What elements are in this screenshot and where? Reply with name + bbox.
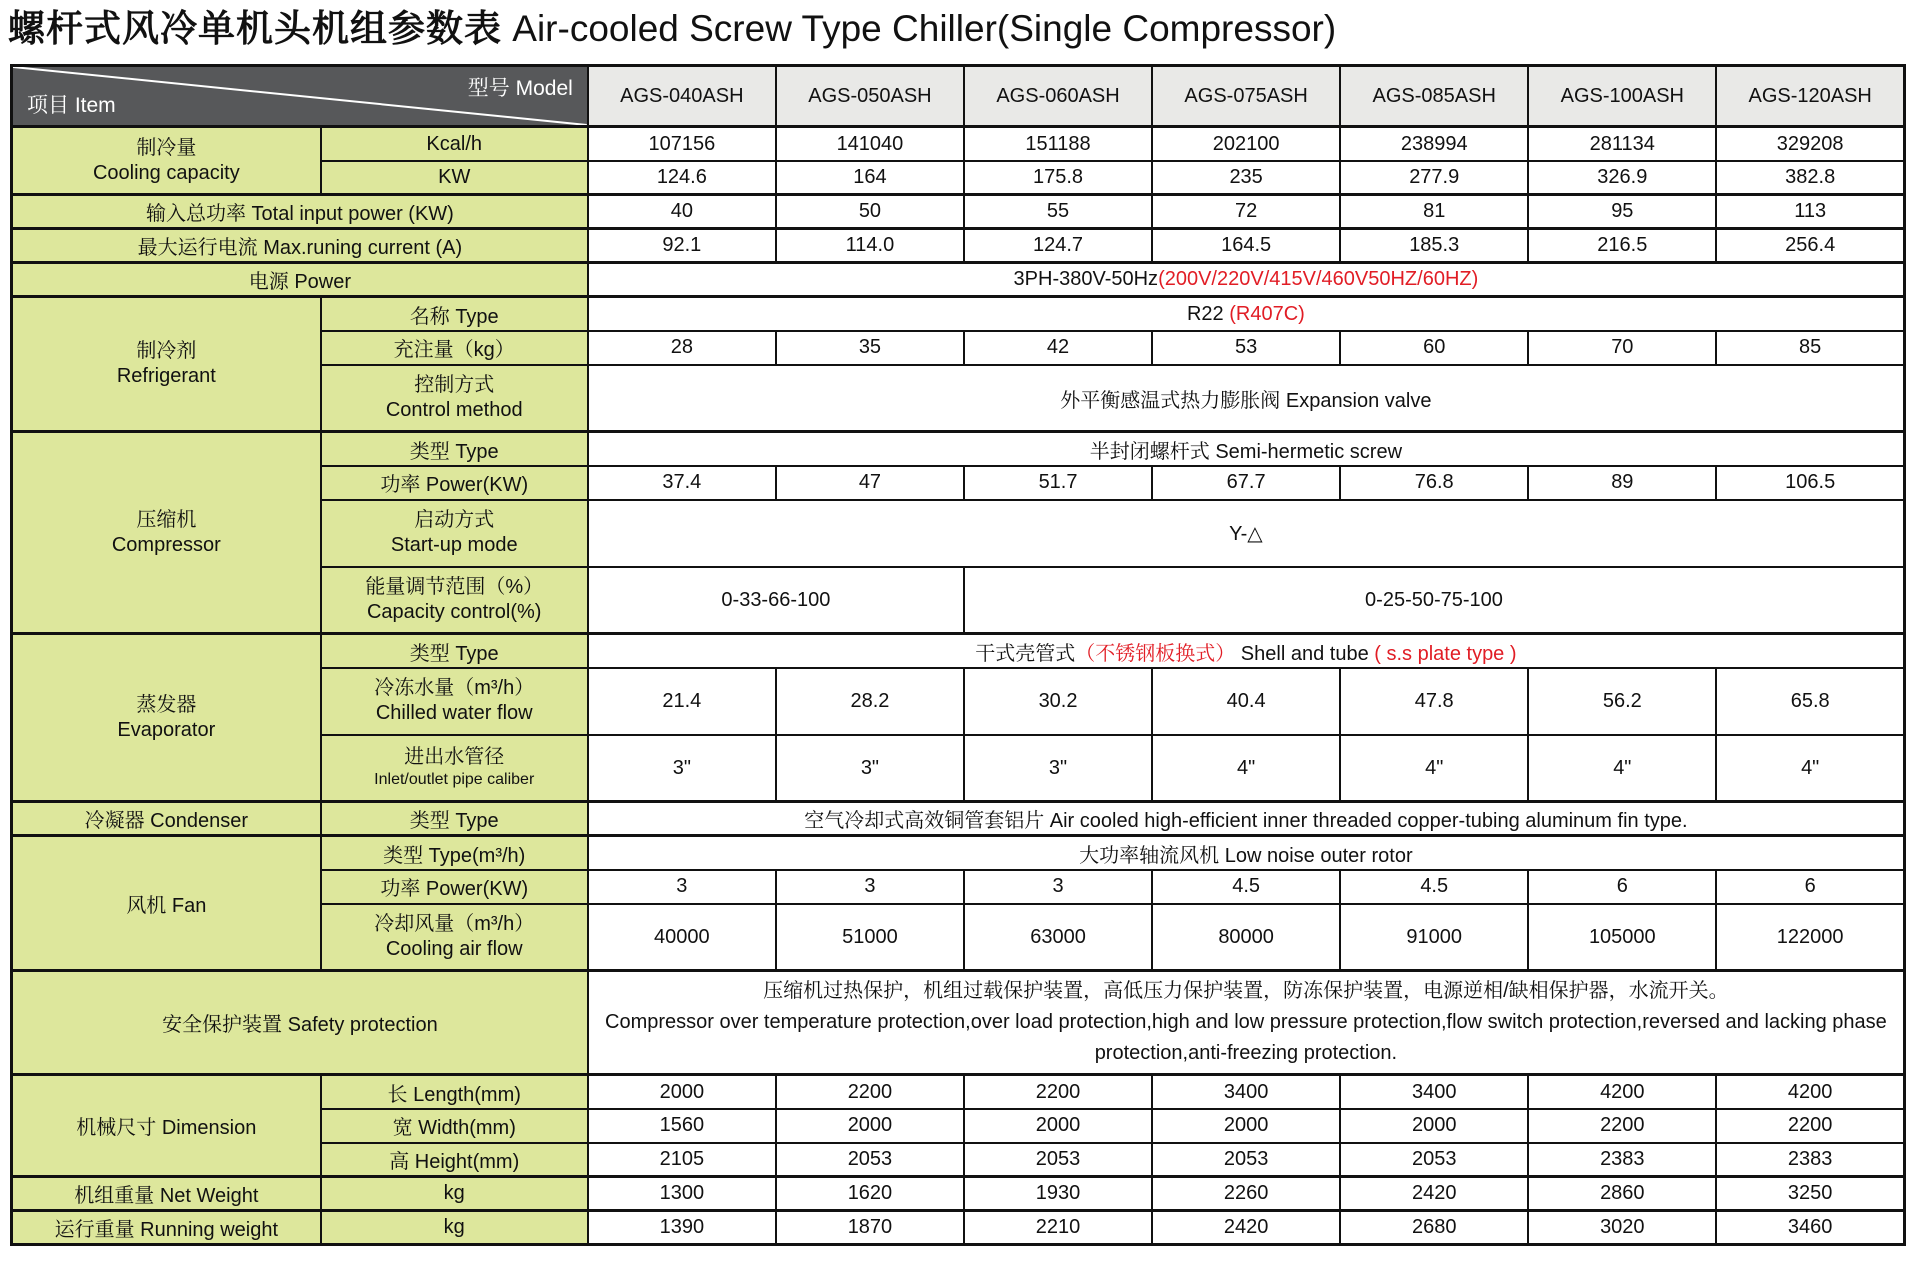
value-cell: 1560 (588, 1109, 776, 1143)
value-cell: 235 (1152, 161, 1340, 195)
value-cell: 51000 (776, 904, 964, 971)
value-cell: 2053 (1152, 1143, 1340, 1177)
value-cell: 326.9 (1528, 161, 1716, 195)
value-cell: 1300 (588, 1177, 776, 1211)
value-cell: 1870 (776, 1211, 964, 1245)
value-cell: 124.6 (588, 161, 776, 195)
value-cell: 4.5 (1152, 870, 1340, 904)
row-length (12, 1075, 1905, 1109)
row-label-cell (321, 735, 588, 802)
value-cell: 70 (1528, 331, 1716, 365)
startup-mode-value: Y-△ (588, 500, 1905, 567)
value-cell: 6 (1528, 870, 1716, 904)
value-cell: 30.2 (964, 668, 1152, 735)
value-cell: 175.8 (964, 161, 1152, 195)
value-cell: 2420 (1152, 1211, 1340, 1245)
value-cell: 4" (1340, 735, 1528, 802)
value-cell: 238994 (1340, 127, 1528, 161)
value-cell: 3 (588, 870, 776, 904)
safety-text-zh: 压缩机过热保护，机组过载保护装置，高低压力保护装置，防冻保护装置，电源逆相/缺相保护器，水流开关。 (763, 980, 1729, 1003)
value-cell: 4" (1528, 735, 1716, 802)
row-label-cell: 充注量（kg） (321, 331, 588, 365)
row-label-cell: 类型 Type (321, 432, 588, 466)
group-label-zh: 压缩机 (136, 508, 197, 531)
row-label-zh: 冷冻水量（m³/h） (374, 677, 535, 700)
value-cell: 72 (1152, 195, 1340, 229)
value-cell: 47 (776, 466, 964, 500)
value-cell: 329208 (1716, 127, 1904, 161)
value-cell: 4" (1152, 735, 1340, 802)
value-cell: 105000 (1528, 904, 1716, 971)
condenser-type-value: 空气冷却式高效铜管套铝片 Air cooled high-efficient inner threaded copper-tubing aluminum fin type. (588, 802, 1905, 836)
model-header-cell: AGS-060ASH (964, 66, 1152, 127)
value-cell: 55 (964, 195, 1152, 229)
group-label-compressor (12, 432, 321, 634)
value-cell: 1620 (776, 1177, 964, 1211)
group-label-refrigerant (12, 297, 321, 432)
value-cell: 6 (1716, 870, 1904, 904)
power-supply-black: 3PH-380V-50Hz (1013, 268, 1159, 291)
value-cell: 2210 (964, 1211, 1152, 1245)
model-header-cell: AGS-100ASH (1528, 66, 1716, 127)
evap-type-black1: 干式壳管式 (975, 642, 1076, 665)
value-cell: 281134 (1528, 127, 1716, 161)
row-cooling-kcal (12, 127, 1905, 161)
value-cell: 51.7 (964, 466, 1152, 500)
row-refrigerant-name (12, 297, 1905, 331)
value-cell: 2053 (776, 1143, 964, 1177)
row-label-cell (321, 365, 588, 432)
value-cell: 2000 (776, 1109, 964, 1143)
value-cell: 164 (776, 161, 964, 195)
group-label-en: Cooling capacity (92, 161, 240, 184)
row-label-en: Control method (385, 399, 523, 421)
model-header-cell: AGS-075ASH (1152, 66, 1340, 127)
value-cell: 35 (776, 331, 964, 365)
value-cell: 3460 (1716, 1211, 1904, 1245)
fan-type-value: 大功率轴流风机 Low noise outer rotor (588, 836, 1905, 870)
value-cell: 85 (1716, 331, 1904, 365)
capacity-control-small-value: 0-33-66-100 (588, 567, 964, 634)
row-label-cell: Kcal/h (321, 127, 588, 161)
value-cell: 4" (1716, 735, 1904, 802)
value-cell: 53 (1152, 331, 1340, 365)
value-cell: 42 (964, 331, 1152, 365)
value-cell: 164.5 (1152, 229, 1340, 263)
row-label-cell: 宽 Width(mm) (321, 1109, 588, 1143)
compressor-type-value: 半封闭螺杆式 Semi-hermetic screw (588, 432, 1905, 466)
value-cell: 382.8 (1716, 161, 1904, 195)
value-cell: 3020 (1528, 1211, 1716, 1245)
capacity-control-large-value: 0-25-50-75-100 (964, 567, 1905, 634)
refrigerant-red: (R407C) (1229, 302, 1305, 325)
unit-label-cell: kg (321, 1211, 588, 1245)
value-cell: 277.9 (1340, 161, 1528, 195)
value-cell: 3" (588, 735, 776, 802)
row-condenser (12, 802, 1905, 836)
row-label-cell (321, 904, 588, 971)
row-label-en: Start-up mode (390, 534, 518, 557)
row-label-zh: 进出水管径 (404, 746, 505, 769)
value-cell: 2000 (964, 1109, 1152, 1143)
value-cell: 216.5 (1528, 229, 1716, 263)
value-cell: 2000 (588, 1075, 776, 1109)
group-label-cooling (12, 127, 321, 195)
row-label-cell: 最大运行电流 Max.runing current (A) (12, 229, 588, 263)
row-net-weight (12, 1177, 1905, 1211)
row-label-cell: 类型 Type (321, 634, 588, 668)
value-cell: 95 (1528, 195, 1716, 229)
row-max-current (12, 229, 1905, 263)
page-title-zh: 螺杆式风冷单机头机组参数表 (8, 8, 502, 49)
value-cell: 21.4 (588, 668, 776, 735)
model-header-cell: AGS-050ASH (776, 66, 964, 127)
value-cell: 2383 (1528, 1143, 1716, 1177)
group-label-fan: 风机 Fan (12, 836, 321, 971)
value-cell: 2053 (964, 1143, 1152, 1177)
value-cell: 3250 (1716, 1177, 1904, 1211)
row-label-cell: 高 Height(mm) (321, 1143, 588, 1177)
evaporator-type-value (588, 634, 1905, 668)
value-cell: 50 (776, 195, 964, 229)
row-label-running-weight: 运行重量 Running weight (12, 1211, 321, 1245)
row-label-cell: 类型 Type(m³/h) (321, 836, 588, 870)
model-header-cell: AGS-120ASH (1716, 66, 1904, 127)
value-cell: 60 (1340, 331, 1528, 365)
row-label-cell: 输入总功率 Total input power (KW) (12, 195, 588, 229)
value-cell: 40000 (588, 904, 776, 971)
value-cell: 2420 (1340, 1177, 1528, 1211)
group-label-en: Evaporator (117, 718, 216, 741)
row-evaporator-type (12, 634, 1905, 668)
safety-text-en: Compressor over temperature protection,over load protection,high and low pressure protection,flow switch protection,reversed and lacking phase protection,anti-freezing protection. (605, 1011, 1887, 1065)
value-cell: 151188 (964, 127, 1152, 161)
group-label-zh: 制冷量 (136, 136, 197, 159)
value-cell: 2200 (1528, 1109, 1716, 1143)
value-cell: 28 (588, 331, 776, 365)
value-cell: 3 (776, 870, 964, 904)
value-cell: 256.4 (1716, 229, 1904, 263)
value-cell: 37.4 (588, 466, 776, 500)
value-cell: 106.5 (1716, 466, 1904, 500)
model-header-cell: AGS-040ASH (588, 66, 776, 127)
value-cell: 1390 (588, 1211, 776, 1245)
value-cell: 3400 (1152, 1075, 1340, 1109)
group-label-en: Compressor (111, 533, 221, 556)
row-label-cell: 功率 Power(KW) (321, 466, 588, 500)
value-cell: 80000 (1152, 904, 1340, 971)
value-cell: 2860 (1528, 1177, 1716, 1211)
group-label-safety: 安全保护装置 Safety protection (12, 971, 588, 1075)
model-header-cell: AGS-085ASH (1340, 66, 1528, 127)
value-cell: 124.7 (964, 229, 1152, 263)
row-power-supply (12, 263, 1905, 297)
value-cell: 107156 (588, 127, 776, 161)
row-label-zh: 控制方式 (414, 374, 495, 396)
row-label-cell: 类型 Type (321, 802, 588, 836)
row-label-cell: 长 Length(mm) (321, 1075, 588, 1109)
value-cell: 28.2 (776, 668, 964, 735)
value-cell: 2200 (964, 1075, 1152, 1109)
control-method-value: 外平衡感温式热力膨胀阀 Expansion valve (588, 365, 1905, 432)
value-cell: 114.0 (776, 229, 964, 263)
value-cell: 1930 (964, 1177, 1152, 1211)
value-cell: 3400 (1340, 1075, 1528, 1109)
evap-type-red2: ( s.s plate type ) (1374, 642, 1517, 665)
value-cell: 2053 (1340, 1143, 1528, 1177)
power-supply-red: (200V/220V/415V/460V50HZ/60HZ) (1158, 268, 1479, 291)
page-title-en: Air-cooled Screw Type Chiller(Single Compressor) (502, 8, 1337, 49)
group-label-zh: 制冷剂 (136, 340, 197, 363)
row-safety-protection (12, 971, 1905, 1075)
row-label-zh: 冷却风量（m³/h） (374, 913, 535, 935)
value-cell: 141040 (776, 127, 964, 161)
row-label-en: Cooling air flow (385, 938, 523, 960)
evap-type-black2: Shell and tube (1235, 642, 1375, 665)
row-label-cell (321, 500, 588, 567)
value-cell: 2260 (1152, 1177, 1340, 1211)
value-cell: 67.7 (1152, 466, 1340, 500)
row-label-en: Capacity control(%) (366, 601, 542, 623)
page-title (0, 0, 1920, 64)
value-cell: 81 (1340, 195, 1528, 229)
refrigerant-black: R22 (1186, 302, 1230, 325)
row-label-zh: 能量调节范围（%） (365, 576, 544, 598)
row-label-cell (321, 567, 588, 634)
row-label-cell: KW (321, 161, 588, 195)
value-cell: 185.3 (1340, 229, 1528, 263)
value-cell: 4.5 (1340, 870, 1528, 904)
group-label-zh: 蒸发器 (136, 693, 197, 716)
value-cell: 4200 (1528, 1075, 1716, 1109)
group-label-dimension: 机械尺寸 Dimension (12, 1075, 321, 1177)
value-cell: 89 (1528, 466, 1716, 500)
row-label-en: Chilled water flow (375, 702, 533, 725)
row-fan-type (12, 836, 1905, 870)
value-cell: 40 (588, 195, 776, 229)
value-cell: 3" (964, 735, 1152, 802)
value-cell: 63000 (964, 904, 1152, 971)
group-label-en: Refrigerant (116, 365, 216, 388)
value-cell: 122000 (1716, 904, 1904, 971)
value-cell: 2200 (776, 1075, 964, 1109)
row-label-cell: 名称 Type (321, 297, 588, 331)
item-axis-label: 项目 Item (27, 94, 116, 118)
value-cell: 202100 (1152, 127, 1340, 161)
value-cell: 2000 (1152, 1109, 1340, 1143)
value-cell: 40.4 (1152, 668, 1340, 735)
value-cell: 2000 (1340, 1109, 1528, 1143)
row-label-cell (321, 668, 588, 735)
value-cell: 4200 (1716, 1075, 1904, 1109)
group-label-evaporator (12, 634, 321, 802)
value-cell: 92.1 (588, 229, 776, 263)
value-cell: 3" (776, 735, 964, 802)
value-cell: 56.2 (1528, 668, 1716, 735)
header-row (12, 66, 1905, 127)
value-cell: 2680 (1340, 1211, 1528, 1245)
power-supply-value (588, 263, 1905, 297)
model-axis-label: 型号 Model (467, 77, 573, 101)
row-input-power (12, 195, 1905, 229)
value-cell: 91000 (1340, 904, 1528, 971)
row-compressor-type (12, 432, 1905, 466)
evap-type-red1: （不锈钢板换式） (1075, 642, 1236, 665)
value-cell: 2105 (588, 1143, 776, 1177)
value-cell: 65.8 (1716, 668, 1904, 735)
row-label-zh: 启动方式 (414, 509, 495, 532)
refrigerant-name-value (588, 297, 1905, 331)
safety-protection-text (588, 971, 1905, 1075)
value-cell: 2383 (1716, 1143, 1904, 1177)
value-cell: 2200 (1716, 1109, 1904, 1143)
value-cell: 3 (964, 870, 1152, 904)
diagonal-header-cell (12, 66, 588, 127)
row-label-net-weight: 机组重量 Net Weight (12, 1177, 321, 1211)
unit-label-cell: kg (321, 1177, 588, 1211)
row-label-cell: 电源 Power (12, 263, 588, 297)
row-label-en: Inlet/outlet pipe caliber (374, 771, 535, 789)
value-cell: 76.8 (1340, 466, 1528, 500)
group-label-condenser: 冷凝器 Condenser (12, 802, 321, 836)
spec-table (10, 64, 1906, 1246)
row-running-weight (12, 1211, 1905, 1245)
value-cell: 47.8 (1340, 668, 1528, 735)
row-label-cell: 功率 Power(KW) (321, 870, 588, 904)
value-cell: 113 (1716, 195, 1904, 229)
